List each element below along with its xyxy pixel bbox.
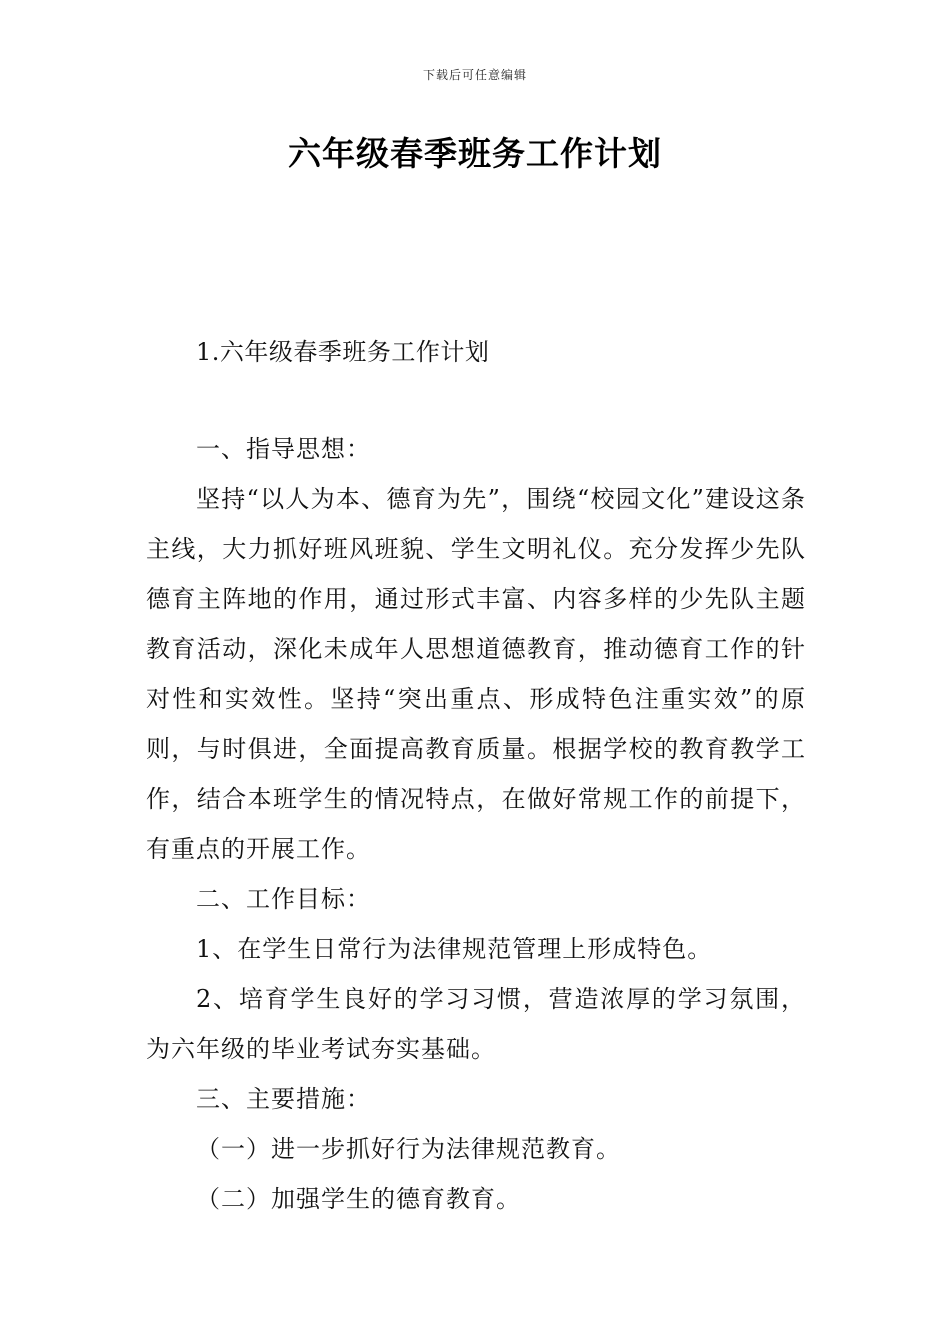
heading-main-measures: 三、主要措施： — [196, 1085, 371, 1113]
measure-item-1: （一）进一步抓好行为法律规范教育。 — [196, 1135, 621, 1163]
heading-guiding-thought: 一、指导思想： — [196, 435, 371, 463]
goal-item-2: 2、培育学生良好的学习习惯，营造浓厚的学习氛围，为六年级的毕业考试夯实基础。 — [146, 985, 806, 1063]
header-note: 下载后可任意编辑 — [422, 68, 527, 82]
heading-work-goals: 二、工作目标： — [196, 885, 371, 913]
section-heading: 1.六年级春季班务工作计划 — [196, 338, 490, 366]
document-title: 六年级春季班务工作计划 — [288, 134, 662, 173]
goal-item-1: 1、在学生日常行为法律规范管理上形成特色。 — [196, 935, 713, 963]
paragraph-guiding-thought: 坚持“以人为本、德育为先”，围绕“校园文化”建设这条主线，大力抓好班风班貌、学生文明礼仪。充分发挥少先队德育主阵地的作用，通过形式丰富、内容多样的少先队主题教育活动，深化未成年人思想道德教育，推动德育工作的针对性和实效性。坚持“突出重点、形成特色注重实效”的原则，与时俱进，全面提高教育质量。根据学校的教育教学工作，结合本班学生的情况特点，在做好常规工作的前提下，有重点的开展工作。 — [146, 485, 806, 863]
document-body — [146, 424, 806, 1224]
measure-item-2: （二）加强学生的德育教育。 — [196, 1185, 521, 1213]
